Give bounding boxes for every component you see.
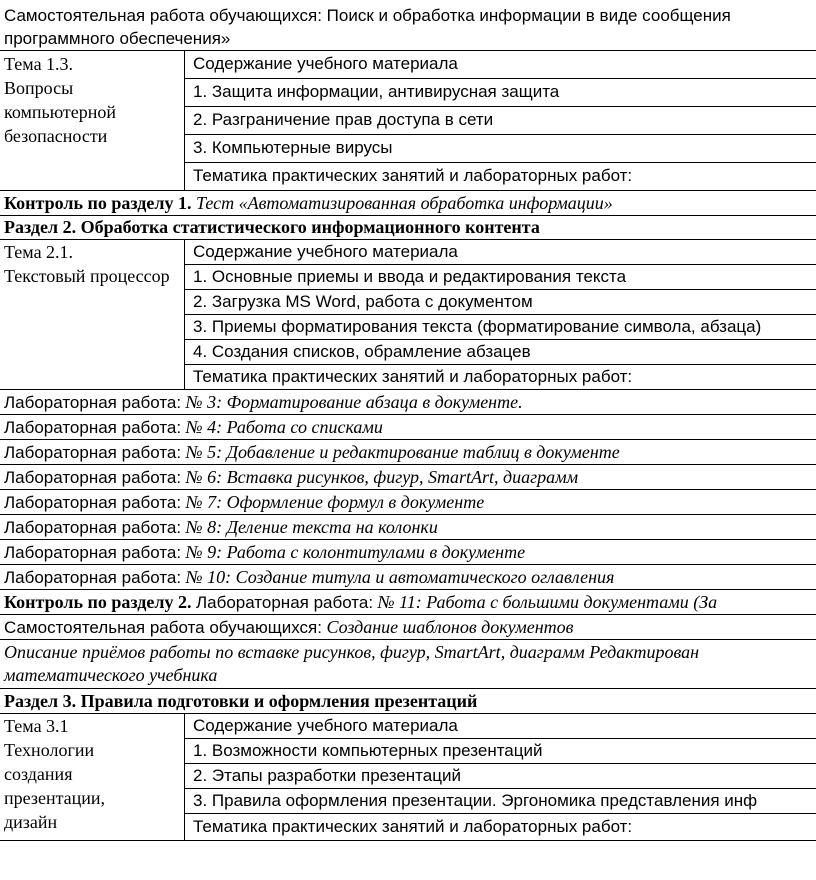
topic-2-1-item: 1. Основные приемы и ввода и редактирования текста: [193, 267, 627, 286]
lab-prefix: Лабораторная работа:: [4, 393, 182, 412]
header-line-2: программного обеспечения»: [4, 29, 231, 48]
control-2-label: Контроль по разделу 2.: [4, 592, 192, 612]
self-work-prefix: Самостоятельная работа обучающихся:: [4, 618, 322, 637]
topic-3-1-item: 1. Возможности компьютерных презентаций: [193, 741, 543, 760]
column-divider: [184, 50, 185, 190]
topic-2-1-name: Текстовый процессор: [4, 266, 170, 286]
lab-row: [4, 565, 614, 590]
control-2-row: [4, 590, 717, 615]
lab-prefix: Лабораторная работа:: [4, 568, 182, 587]
topic-3-1-name: Технологии создания презентации, дизайн: [4, 740, 106, 832]
lab-title: № 7: Оформление формул в документе: [185, 492, 485, 512]
lab-title: № 3: Форматирование абзаца в документе.: [185, 392, 523, 412]
topic-1-3-item: 1. Защита информации, антивирусная защита: [193, 82, 560, 101]
topic-1-3-item: 3. Компьютерные вирусы: [193, 138, 393, 157]
lab-row: [4, 515, 438, 540]
topic-1-3-name: Вопросы компьютерной безопасности: [4, 78, 117, 146]
rule: [184, 134, 816, 135]
header-line-1: Самостоятельная работа обучающихся: Поиск и обработка информации в виде сообщения: [4, 6, 731, 25]
lab-prefix: Лабораторная работа:: [4, 543, 182, 562]
column-divider: [184, 239, 185, 389]
topic-1-3-content-header: Содержание учебного материала: [193, 54, 458, 73]
topic-2-1-item: 4. Создания списков, обрамление абзацев: [193, 342, 531, 361]
lab-prefix: Лабораторная работа:: [4, 468, 182, 487]
lab-row: [4, 390, 523, 415]
self-work-task: Создание шаблонов документов: [326, 617, 574, 637]
topic-2-1-label: Тема 2.1.: [4, 242, 74, 262]
lab-title: № 6: Вставка рисунков, фигур, SmartArt, диаграмм: [185, 467, 579, 487]
control-1-row: [4, 191, 613, 215]
topic-1-3-label: Тема 1.3.: [4, 54, 74, 74]
column-divider: [184, 713, 185, 840]
rule: [184, 106, 816, 107]
lab-title: № 9: Работа с колонтитулами в документе: [185, 542, 526, 562]
self-work-row: [4, 615, 573, 640]
self-work-description-cont: математического учебника: [4, 665, 218, 685]
lab-row: [4, 490, 484, 515]
topic-2-1-item: 3. Приемы форматирования текста (форматирование символа, абзаца): [193, 317, 762, 336]
rule: [0, 840, 816, 841]
lab-row: [4, 465, 578, 490]
lab-row: [4, 540, 525, 565]
lab-title: № 8: Деление текста на колонки: [185, 517, 438, 537]
rule: [184, 78, 816, 79]
topic-3-1-label: Тема 3.1: [4, 716, 69, 736]
rule: [184, 813, 816, 814]
lab-prefix: Лабораторная работа:: [4, 518, 182, 537]
topic-1-3-practice: Тематика практических занятий и лабораторных работ:: [193, 166, 633, 185]
rule: [184, 162, 816, 163]
topic-2-1-content-header: Содержание учебного материала: [193, 242, 458, 261]
lab-title: № 4: Работа со списками: [185, 417, 383, 437]
lab-title: № 5: Добавление и редактирование таблиц в документе: [185, 442, 620, 462]
control-2-prefix: Лабораторная работа:: [195, 593, 374, 612]
topic-3-1-practice: Тематика практических занятий и лабораторных работ:: [193, 817, 633, 836]
control-1-label: Контроль по разделу 1.: [4, 193, 192, 213]
control-1-test: Тест «Автоматизированная обработка информации»: [195, 193, 613, 213]
self-work-description: Описание приёмов работы по вставке рисунков, фигур, SmartArt, диаграмм Редактирован: [4, 642, 700, 662]
topic-2-1-practice: Тематика практических занятий и лабораторных работ:: [193, 367, 633, 386]
topic-2-1-item: 2. Загрузка MS Word, работа с документом: [193, 292, 533, 311]
lab-prefix: Лабораторная работа:: [4, 418, 182, 437]
section-2-title: Раздел 2. Обработка статистического информационного контента: [4, 217, 540, 237]
topic-1-3-item: 2. Разграничение прав доступа в сети: [193, 110, 494, 129]
lab-row: [4, 440, 620, 465]
topic-3-1-item: 2. Этапы разработки презентаций: [193, 766, 461, 785]
lab-title: № 10: Создание титула и автоматического оглавления: [185, 567, 615, 587]
topic-3-1-content-header: Содержание учебного материала: [193, 716, 458, 735]
section-3-title: Раздел 3. Правила подготовки и оформления презентаций: [4, 691, 478, 711]
control-2-lab: № 11: Работа с большими документами (За: [377, 592, 718, 612]
topic-3-1-item: 3. Правила оформления презентации. Эргономика представления инф: [193, 791, 758, 810]
lab-prefix: Лабораторная работа:: [4, 493, 182, 512]
lab-prefix: Лабораторная работа:: [4, 443, 182, 462]
lab-row: [4, 415, 383, 440]
